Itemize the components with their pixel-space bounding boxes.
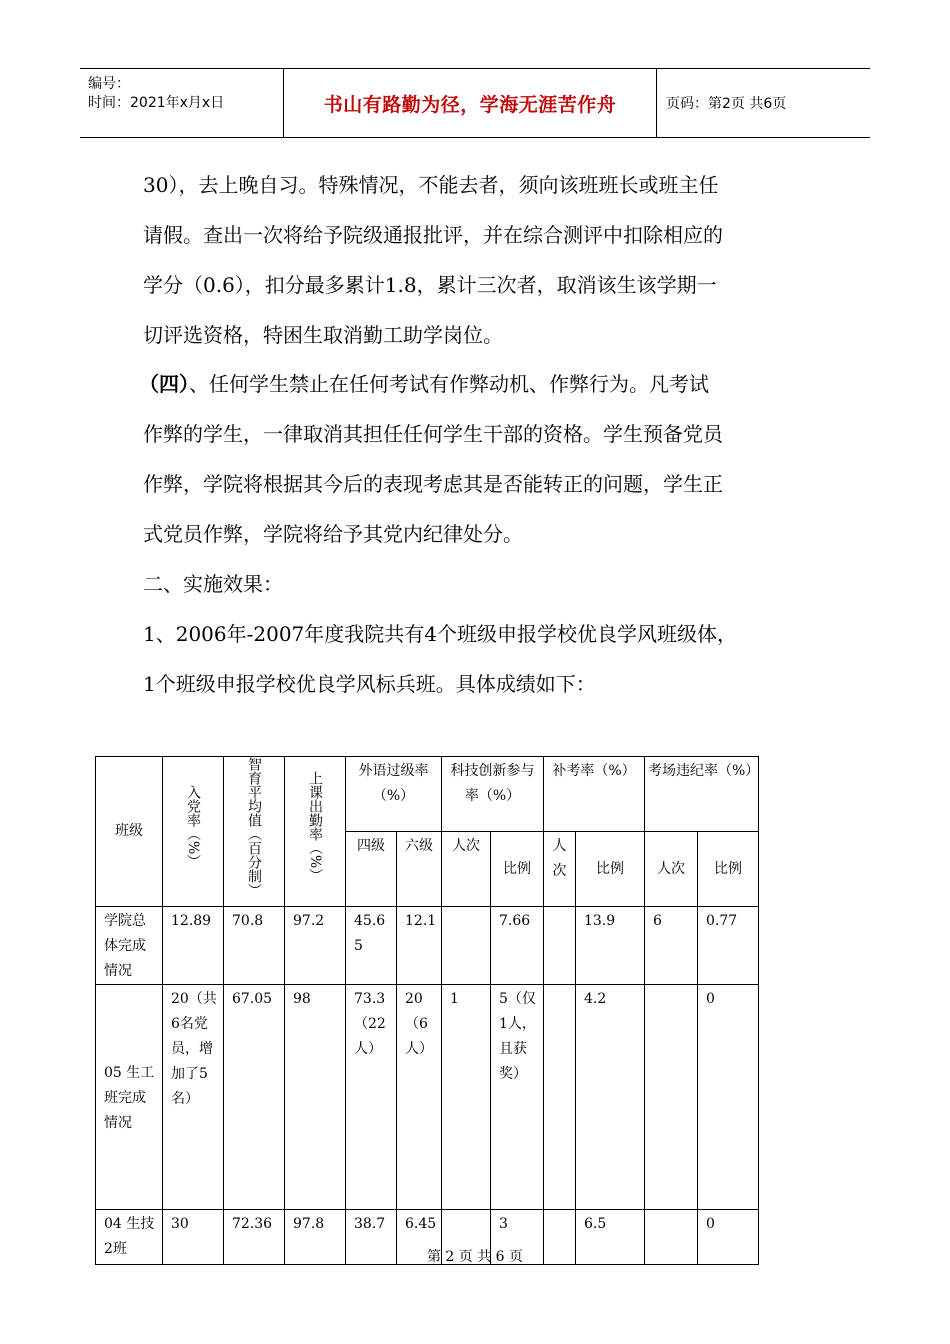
body-line: 30），去上晚自习。特殊情况，不能去者，须向该班班长或班主任 — [143, 173, 719, 197]
cell-tech-ratio: 7.66 — [491, 907, 544, 985]
header-tech-group: 科技创新参与率（%） — [442, 757, 544, 832]
header-tech-ratio: 比例 — [491, 832, 544, 907]
cell-discipline-persons — [645, 985, 698, 1210]
header-class: 班级 — [96, 757, 163, 907]
cell-cet6: 12.1 — [397, 907, 442, 985]
header-time: 时间：2021年x月x日 — [88, 95, 225, 111]
body-line: 切评选资格，特困生取消勤工助学岗位。 — [143, 323, 503, 347]
cell-score: 72.36 — [224, 1210, 285, 1265]
header-makeup-group: 补考率（%） — [544, 757, 645, 832]
results-table — [95, 756, 759, 1265]
cell-party: 20（共6名党员，增加了5名） — [163, 985, 224, 1210]
cell-tech-persons — [442, 907, 491, 985]
header-discipline-ratio: 比例 — [698, 832, 759, 907]
header-cet-group: 外语过级率（%） — [346, 757, 442, 832]
header-discipline-group: 考场违纪率（%） — [645, 757, 759, 832]
cell-discipline-ratio: 0 — [698, 985, 759, 1210]
header-party-rate-text: 入党率（%） — [185, 785, 201, 869]
cell-party: 30 — [163, 1210, 224, 1265]
cell-attend: 97.2 — [285, 907, 346, 985]
cell-discipline-ratio: 0 — [698, 1210, 759, 1265]
header-attendance — [285, 757, 346, 907]
cell-score: 67.05 — [224, 985, 285, 1210]
header-page-info: 页码：第2页 共6页 — [666, 96, 787, 112]
header-motto: 书山有路勤为径，学海无涯苦作舟 — [284, 69, 657, 137]
header-makeup-ratio: 比例 — [576, 832, 645, 907]
cell-makeup-ratio: 4.2 — [576, 985, 645, 1210]
section-four-line — [139, 374, 819, 394]
cell-attend: 98 — [285, 985, 346, 1210]
cell-cet6: 20（6人） — [397, 985, 442, 1210]
cell-cet4: 38.7 — [346, 1210, 397, 1265]
section-heading: 二、实施效果： — [143, 572, 283, 596]
section-lead: （四） — [139, 372, 189, 396]
header-cet4: 四级 — [346, 832, 397, 907]
page-footer: 第 2 页 共 6 页 — [426, 1249, 524, 1265]
cell-cet4: 45.65 — [346, 907, 397, 985]
body-line: 请假。查出一次将给予院级通报批评，并在综合测评中扣除相应的 — [143, 223, 723, 247]
cell-tech-ratio: 3 — [491, 1210, 544, 1265]
body-line: 1个班级申报学校优良学风标兵班。具体成绩如下： — [143, 672, 596, 696]
cell-tech-persons: 1 — [442, 985, 491, 1210]
cell-score: 70.8 — [224, 907, 285, 985]
cell-tech-ratio: 5（仅1人，且获奖） — [491, 985, 544, 1210]
header-makeup-persons: 人次 — [544, 832, 576, 907]
table-row — [96, 985, 759, 1210]
header-discipline-persons: 人次 — [645, 832, 698, 907]
cell-makeup-ratio: 13.9 — [576, 907, 645, 985]
cell-discipline-ratio: 0.77 — [698, 907, 759, 985]
cell-cet6: 6.45 — [397, 1210, 442, 1265]
cell-attend: 97.8 — [285, 1210, 346, 1265]
header-meta — [80, 69, 284, 137]
header-avg-score — [224, 757, 285, 907]
header-avg-score-text: 智育平均值（百分制） — [246, 757, 262, 897]
body-line: 作弊，学院将根据其今后的表现考虑其是否能转正的问题，学生正 — [143, 472, 723, 496]
cell-makeup-ratio: 6.5 — [576, 1210, 645, 1265]
header-attendance-text: 上课出勤率（%） — [307, 771, 323, 883]
body-line: 作弊的学生，一律取消其担任任何学生干部的资格。学生预备党员 — [143, 422, 723, 446]
header-cet6: 六级 — [397, 832, 442, 907]
header-party-rate — [163, 757, 224, 907]
cell-makeup-persons — [544, 907, 576, 985]
table-row — [96, 907, 759, 985]
cell-party: 12.89 — [163, 907, 224, 985]
header-tech-persons: 人次 — [442, 832, 491, 907]
cell-cet4: 73.3（22人） — [346, 985, 397, 1210]
body-line: 式党员作弊，学院将给予其党内纪律处分。 — [143, 522, 523, 546]
cell-class: 04 生技2班 — [96, 1210, 163, 1265]
cell-class: 05 生工班完成情况 — [96, 985, 163, 1210]
body-line: 学分（0.6），扣分最多累计1.8，累计三次者，取消该生该学期一 — [143, 273, 717, 297]
cell-makeup-persons — [544, 985, 576, 1210]
page-header — [80, 68, 870, 138]
cell-class: 学院总体完成情况 — [96, 907, 163, 985]
body-line: 、任何学生禁止在任何考试有作弊动机、作弊行为。凡考试 — [189, 372, 709, 396]
cell-discipline-persons: 6 — [645, 907, 698, 985]
body-line: 1、2006年-2007年度我院共有4个班级申报学校优良学风班级体， — [143, 622, 738, 646]
header-number: 编号： — [88, 76, 130, 92]
